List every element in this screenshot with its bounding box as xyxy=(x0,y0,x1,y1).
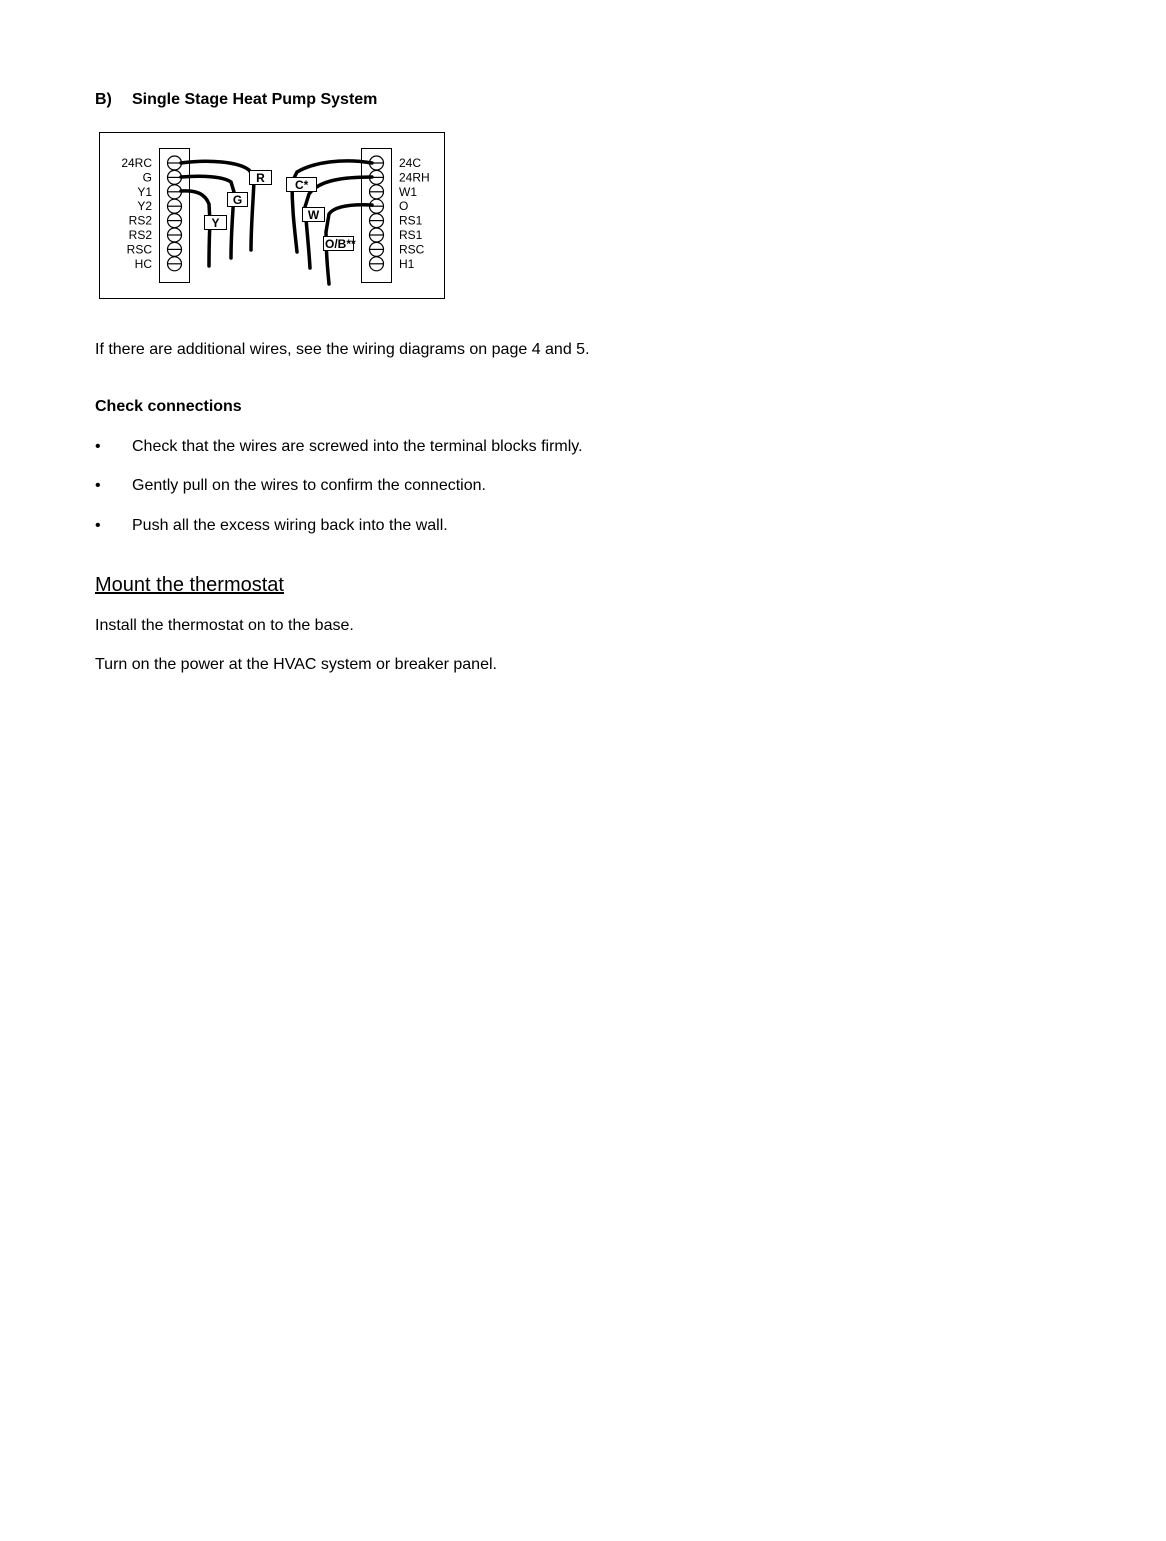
left-terminal-label: HC xyxy=(134,256,152,271)
left-terminal-label: Y1 xyxy=(137,184,152,199)
mount-heading: Mount the thermostat xyxy=(95,574,284,596)
left-terminal-label: RS2 xyxy=(128,228,152,242)
mount-line-install: Install the thermostat on to the base. xyxy=(95,617,354,634)
wiring-diagram xyxy=(99,132,445,299)
right-terminal-label: O xyxy=(399,199,409,214)
left-terminal-label: RSC xyxy=(126,242,152,257)
right-terminal-label: 24C xyxy=(399,156,422,170)
wire-label-r: R xyxy=(256,171,265,185)
list-item: Push all the excess wiring back into the wall. xyxy=(132,517,448,534)
check-heading: Check connections xyxy=(95,398,242,415)
mount-line-power: Turn on the power at the HVAC system or breaker panel. xyxy=(95,656,497,673)
list-item: Check that the wires are screwed into the terminal blocks firmly. xyxy=(132,438,583,455)
bullet: • xyxy=(95,517,101,534)
wire-label-y: Y xyxy=(211,216,220,230)
right-terminal-label: RS1 xyxy=(399,228,423,242)
left-terminal-label: RS2 xyxy=(128,213,152,228)
wire-label-g: G xyxy=(232,193,243,207)
section-heading xyxy=(95,91,377,109)
right-terminal-label: W1 xyxy=(399,184,417,199)
wire-label-w: W xyxy=(307,208,320,222)
left-terminal-label: G xyxy=(142,170,152,185)
left-terminal-label: 24RC xyxy=(121,156,152,170)
section-letter: B) xyxy=(95,91,112,108)
left-terminal-label: Y2 xyxy=(137,199,152,214)
section-title: Single Stage Heat Pump System xyxy=(132,91,378,108)
right-terminal-label: H1 xyxy=(399,256,415,271)
right-terminal-label: RS1 xyxy=(399,213,423,228)
bullet: • xyxy=(95,438,101,455)
additional-wires-note: If there are additional wires, see the wiring diagrams on page 4 and 5. xyxy=(95,341,590,358)
right-terminal-label: RSC xyxy=(399,242,425,257)
right-terminal-label: 24RH xyxy=(399,170,430,185)
bullet: • xyxy=(95,477,101,494)
wire-label-c: C* xyxy=(295,178,309,192)
list-item: Gently pull on the wires to confirm the connection. xyxy=(132,477,486,494)
wire-label-ob: O/B** xyxy=(325,237,356,251)
